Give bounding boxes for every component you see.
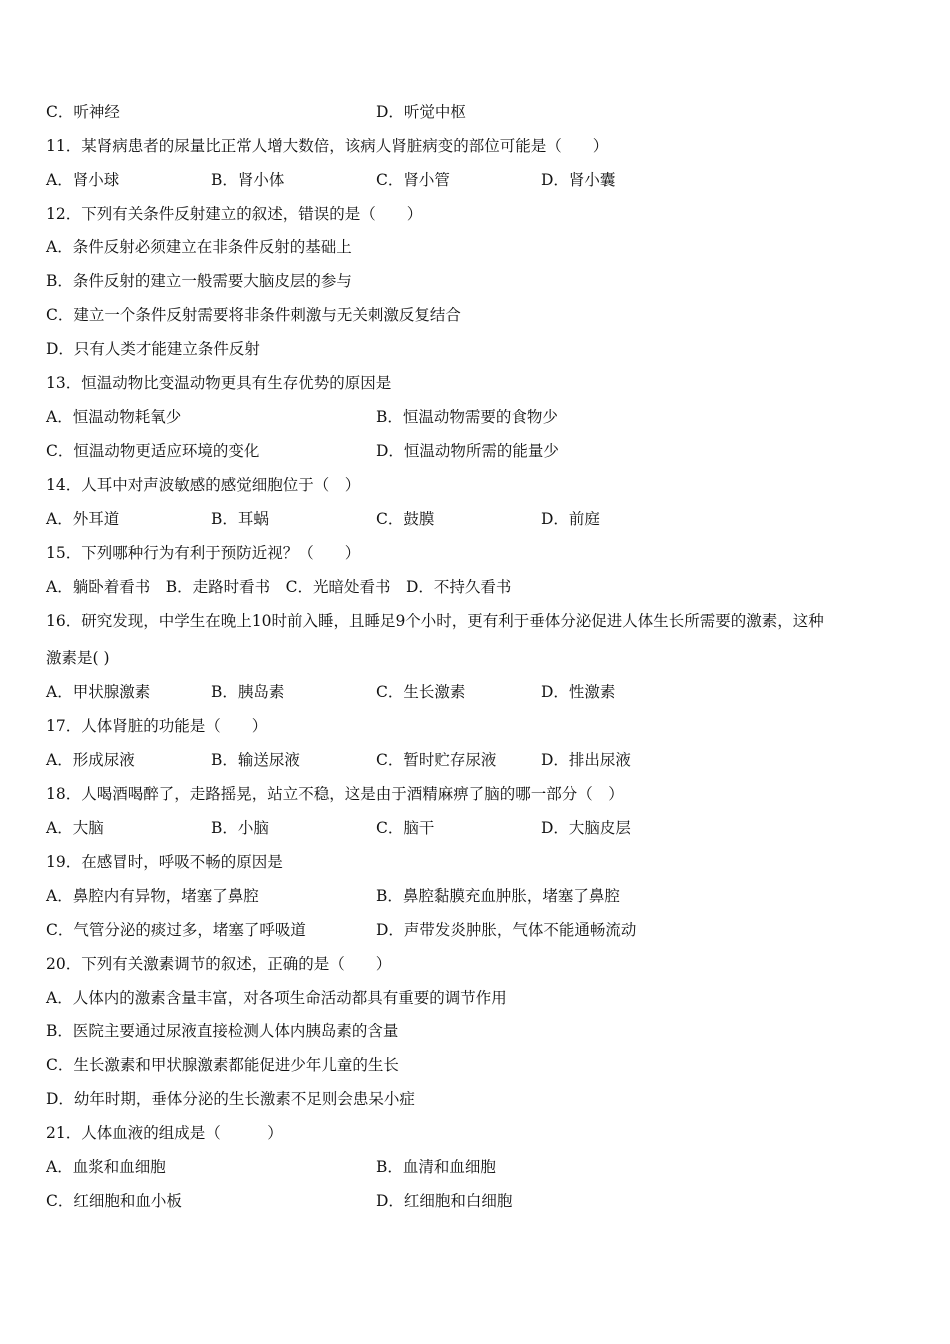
q14-option-a: A．外耳道 — [46, 510, 120, 528]
q21-option-a: A．血浆和血细胞 — [46, 1158, 166, 1176]
q20-option-a: A．人体内的激素含量丰富，对各项生命活动都具有重要的调节作用 — [46, 989, 507, 1007]
q12-option-c: C．建立一个条件反射需要将非条件刺激与无关刺激反复结合 — [46, 306, 461, 324]
q14-option-b: B．耳蜗 — [211, 510, 269, 528]
q17-option-d: D．排出尿液 — [541, 751, 631, 769]
q19-option-b: B．鼻腔黏膜充血肿胀，堵塞了鼻腔 — [376, 887, 620, 905]
q12-option-b: B．条件反射的建立一般需要大脑皮层的参与 — [46, 272, 352, 290]
q16-option-d: D．性激素 — [541, 683, 616, 701]
q20-option-b: B．医院主要通过尿液直接检测人体内胰岛素的含量 — [46, 1022, 399, 1040]
q20-option-d: D．幼年时期，垂体分泌的生长激素不足则会患呆小症 — [46, 1090, 415, 1108]
q14-stem: 14．人耳中对声波敏感的感觉细胞位于（ ） — [46, 476, 361, 494]
q18-option-b: B．小脑 — [211, 819, 269, 837]
q10-option-d: D．听觉中枢 — [376, 103, 466, 121]
q16-stem-line2: 激素是( ) — [46, 649, 110, 667]
q16-option-a: A．甲状腺激素 — [46, 683, 151, 701]
q10-option-c: C．听神经 — [46, 103, 120, 121]
q19-option-d: D．声带发炎肿胀，气体不能通畅流动 — [376, 921, 637, 939]
q16-stem-line1: 16．研究发现，中学生在晚上10时前入睡，且睡足9个小时，更有利于垂体分泌促进人体生长所需要的激素，这种 — [46, 612, 824, 630]
q11-option-b: B．肾小体 — [211, 171, 285, 189]
q19-option-a: A．鼻腔内有异物，堵塞了鼻腔 — [46, 887, 259, 905]
q11-option-d: D．肾小囊 — [541, 171, 616, 189]
q11-stem: 11．某肾病患者的尿量比正常人增大数倍，该病人肾脏病变的部位可能是（ ） — [46, 137, 609, 155]
q18-option-d: D．大脑皮层 — [541, 819, 631, 837]
q19-option-c: C．气管分泌的痰过多，堵塞了呼吸道 — [46, 921, 306, 939]
q14-option-d: D．前庭 — [541, 510, 600, 528]
q15-stem: 15．下列哪种行为有利于预防近视？（ ） — [46, 544, 361, 562]
q19-stem: 19．在感冒时，呼吸不畅的原因是 — [46, 853, 283, 871]
q18-option-c: C．脑干 — [376, 819, 435, 837]
q21-stem: 21．人体血液的组成是（ ） — [46, 1124, 283, 1142]
q21-option-b: B．血清和血细胞 — [376, 1158, 496, 1176]
q20-option-c: C．生长激素和甲状腺激素都能促进少年儿童的生长 — [46, 1056, 399, 1074]
q21-option-d: D．红细胞和白细胞 — [376, 1192, 513, 1210]
q16-option-b: B．胰岛素 — [211, 683, 285, 701]
q12-option-a: A．条件反射必须建立在非条件反射的基础上 — [46, 238, 352, 256]
q17-option-b: B．输送尿液 — [211, 751, 300, 769]
q13-option-d: D．恒温动物所需的能量少 — [376, 442, 559, 460]
q15-options: A．躺卧着看书 B．走路时看书 C．光暗处看书 D．不持久看书 — [46, 578, 512, 596]
q13-stem: 13．恒温动物比变温动物更具有生存优势的原因是 — [46, 374, 392, 392]
q20-stem: 20．下列有关激素调节的叙述，正确的是（ ） — [46, 955, 392, 973]
q11-option-a: A．肾小球 — [46, 171, 120, 189]
q13-option-b: B．恒温动物需要的食物少 — [376, 408, 558, 426]
q14-option-c: C．鼓膜 — [376, 510, 435, 528]
q13-option-a: A．恒温动物耗氧少 — [46, 408, 182, 426]
q11-option-c: C．肾小管 — [376, 171, 450, 189]
q21-option-c: C．红细胞和血小板 — [46, 1192, 182, 1210]
q17-option-c: C．暂时贮存尿液 — [376, 751, 497, 769]
q18-option-a: A．大脑 — [46, 819, 104, 837]
q12-option-d: D．只有人类才能建立条件反射 — [46, 340, 260, 358]
q17-stem: 17．人体肾脏的功能是（ ） — [46, 717, 268, 735]
q13-option-c: C．恒温动物更适应环境的变化 — [46, 442, 260, 460]
q12-stem: 12．下列有关条件反射建立的叙述，错误的是（ ） — [46, 205, 423, 223]
q17-option-a: A．形成尿液 — [46, 751, 135, 769]
q18-stem: 18．人喝酒喝醉了，走路摇晃，站立不稳，这是由于酒精麻痹了脑的哪一部分（ ） — [46, 785, 624, 803]
q16-option-c: C．生长激素 — [376, 683, 466, 701]
